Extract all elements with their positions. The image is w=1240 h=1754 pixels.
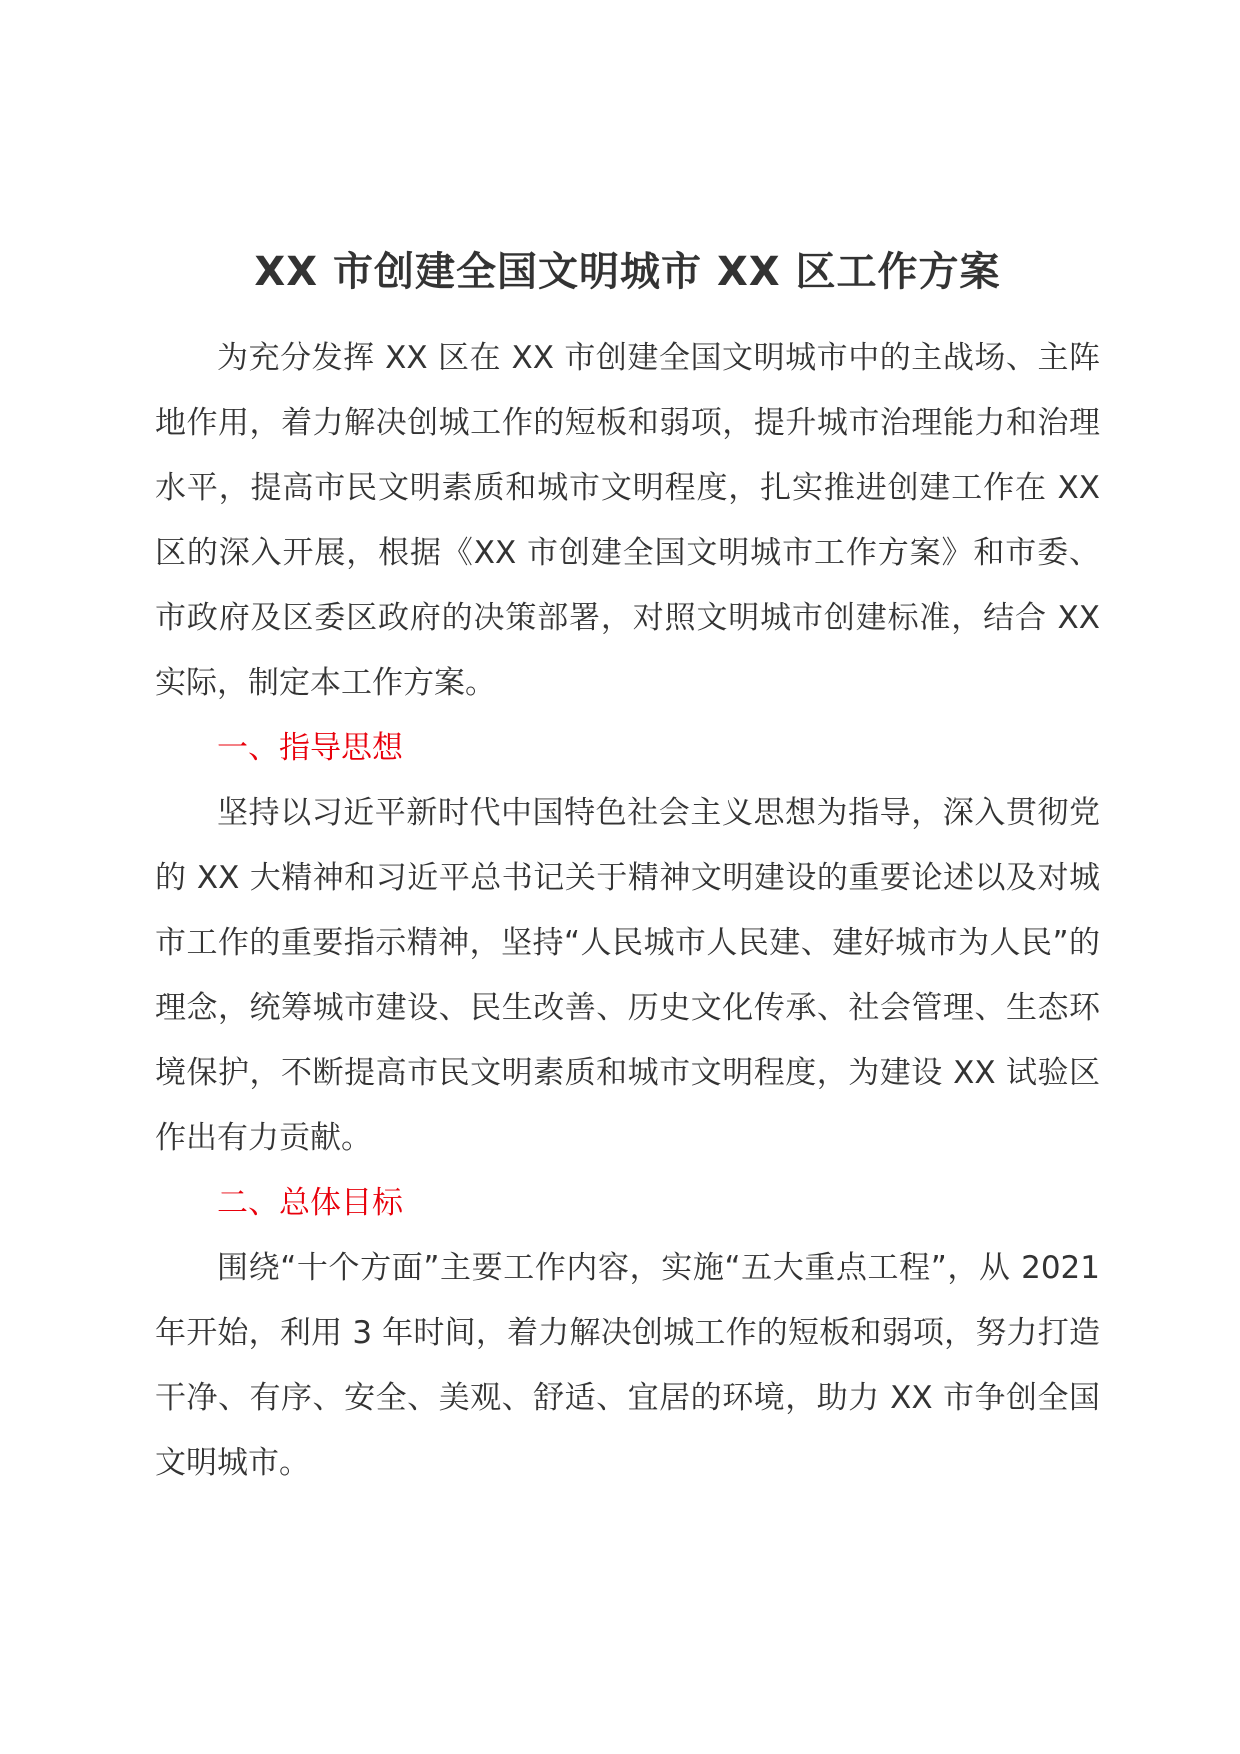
document-title: XX 市创建全国文明城市 XX 区工作方案 (254, 249, 1001, 295)
section-heading-guiding-ideology: 一、指导思想 (217, 730, 403, 766)
section-body-overall-goal: 围绕“十个方面”主要工作内容，实施“五大重点工程”，从 2021 年开始，利用 3 年时间，着力解决创城工作的短板和弱项，努力打造干净、有序、安全、美观、舒适、宜居的环境，助力 XX 市争创全国文明城市。 (155, 1250, 1100, 1481)
section-body-guiding-ideology: 坚持以习近平新时代中国特色社会主义思想为指导，深入贯彻党的 XX 大精神和习近平总书记关于精神文明建设的重要论述以及对城市工作的重要指示精神，坚持“人民城市人民建、建好城市为人民”的理念，统筹城市建设、民生改善、历史文化传承、社会管理、生态环境保护，不断提高市民文明素质和城市文明程度，为建设 XX 试验区作出有力贡献。 (155, 795, 1100, 1156)
document-page (155, 240, 1100, 1496)
intro-paragraph: 为充分发挥 XX 区在 XX 市创建全国文明城市中的主战场、主阵地作用，着力解决创城工作的短板和弱项，提升城市治理能力和治理水平，提高市民文明素质和城市文明程度，扎实推进创建工作在 XX 区的深入开展，根据《XX 市创建全国文明城市工作方案》和市委、市政府及区委区政府的决策部署，对照文明城市创建标准，结合 XX 实际，制定本工作方案。 (155, 340, 1100, 701)
section-heading-overall-goal: 二、总体目标 (217, 1185, 403, 1221)
